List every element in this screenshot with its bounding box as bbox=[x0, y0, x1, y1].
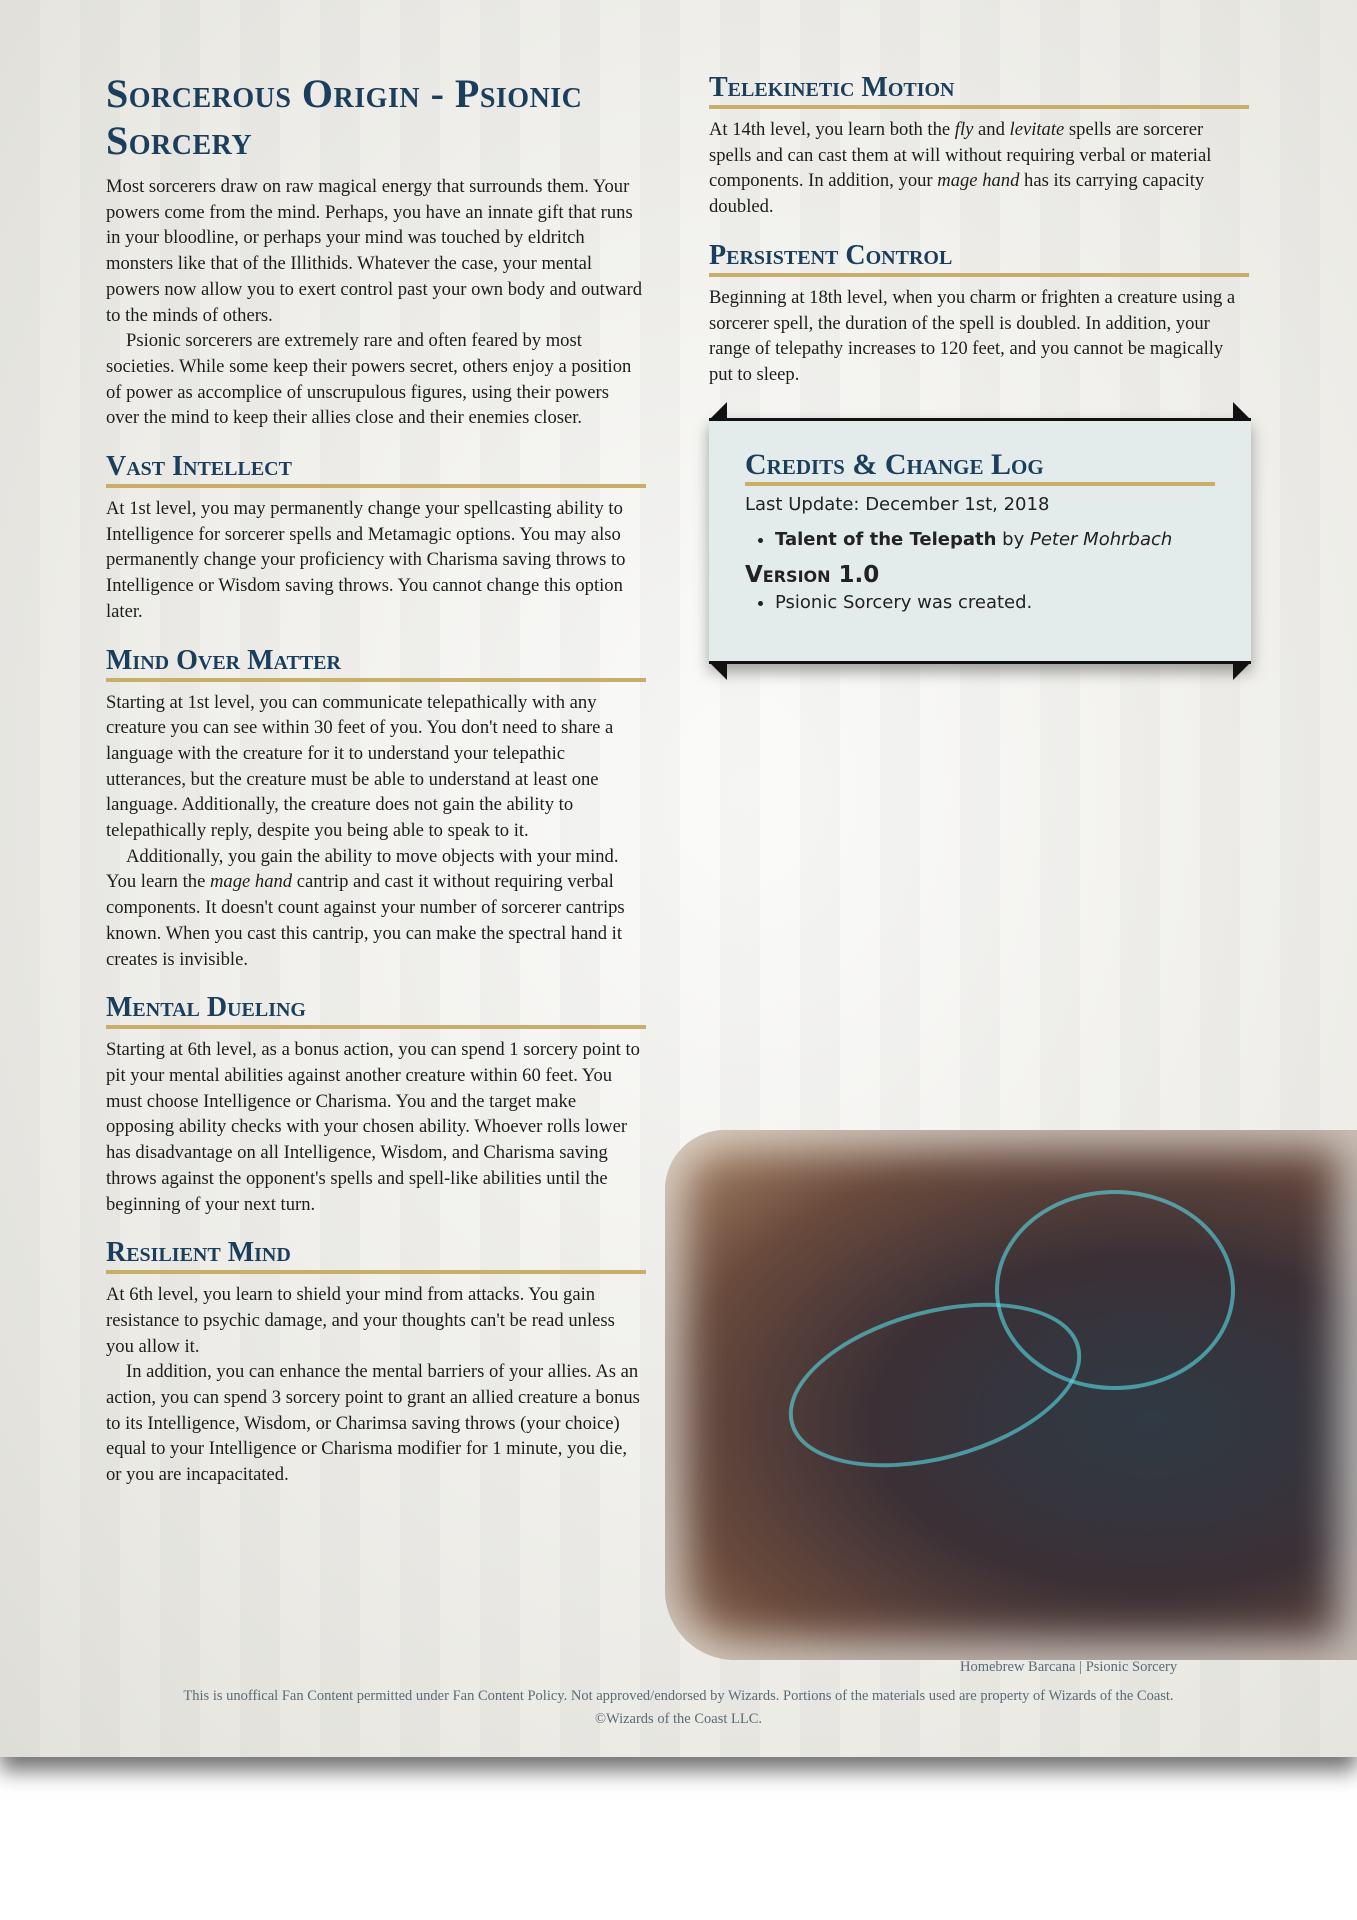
text: has its carrying capacity doubled. bbox=[709, 170, 1205, 218]
paragraph: In addition, you can enhance the mental barriers of your allies. As an action, you can spend 3 sorcery point to grant an allied creature a bonus to its Intelligence, Wisdom, or Charimsa saving throws (your choice) equal to your Intelligence or Charisma modifier for 1 minute, you die, or you are incapacitated. bbox=[106, 1361, 640, 1486]
paragraph: Starting at 6th level, as a bonus action, you can spend 1 sorcery point to pit your mental abilities against another creature within 60 feet. You must choose Intelligence or Charisma. You and the target make opposing ability checks with your chosen ability. Whoever rolls lower has disadvantage on all Intelligence, Wisdom, and Charisma saving throws against the opponent's spells and spell-like abilities until the beginning of your next turn. bbox=[106, 1039, 640, 1215]
by-text: by bbox=[996, 529, 1030, 550]
credits-title: Credits & Change Log bbox=[745, 449, 1215, 486]
text: At 14th level, you learn both the bbox=[709, 119, 955, 140]
last-update: Last Update: December 1st, 2018 bbox=[745, 494, 1050, 515]
left-column bbox=[106, 70, 646, 1488]
text: spells are sorcerer spells and can cast them at will without requiring verbal or material components. In addition, your bbox=[709, 119, 1212, 192]
right-column bbox=[709, 48, 1249, 388]
text: Additionally, you gain the ability to move objects with your mind. You learn the bbox=[106, 845, 619, 893]
intro-paragraph: Psionic sorcerers are extremely rare and often feared by most societies. While some keep their powers secret, others enjoy a position of power as accomplice of unscrupulous figures, using their powers over the mind to keep their allies close and their enemies closer. bbox=[106, 330, 632, 429]
heading-persistent-control: Persistent Control bbox=[709, 240, 1249, 277]
box-corner bbox=[1233, 662, 1251, 680]
page-footer-label: Homebrew Barcana | Psionic Sorcery bbox=[960, 1659, 1178, 1675]
box-corner bbox=[1233, 402, 1251, 420]
illustration-psionic-sorcerer bbox=[665, 1130, 1357, 1660]
text: and bbox=[973, 119, 1010, 140]
paragraph: At 6th level, you learn to shield your mind from attacks. You gain resistance to psychic damage, and your thoughts can't be read unless you allow it. bbox=[106, 1284, 615, 1357]
box-corner bbox=[709, 662, 727, 680]
heading-mind-over-matter: Mind Over Matter bbox=[106, 645, 646, 682]
page-title: Sorcerous Origin - Psionic Sorcery bbox=[106, 71, 583, 163]
author: Peter Mohrbach bbox=[1029, 529, 1173, 550]
heading-vast-intellect: Vast Intellect bbox=[106, 451, 646, 488]
spell-name: fly bbox=[954, 119, 974, 140]
text: cantrip and cast it without requiring verbal components. It doesn't count against your number of sorcerer cantrips known. When you cast this cantrip, you can make the spectral hand it creates is invisible. bbox=[106, 871, 625, 970]
spell-name: mage hand bbox=[937, 170, 1020, 192]
intro-paragraph: Most sorcerers draw on raw magical energy that surrounds them. Your powers come from the mind. Perhaps, you have an innate gift that runs in your bloodline, or perhaps your mind was touched by eldritch monsters like that of the Illithids. Whatever the case, your mental powers now allow you to exert control past your own body and outward to the minds of others. bbox=[106, 176, 643, 326]
change-item: • Psionic Sorcery was created. bbox=[775, 592, 1215, 613]
heading-telekinetic-motion: Telekinetic Motion bbox=[709, 72, 1249, 109]
heading-mental-dueling: Mental Dueling bbox=[106, 992, 646, 1029]
version-heading: Version 1.0 bbox=[745, 562, 880, 588]
work-title: Talent of the Telepath bbox=[775, 529, 997, 550]
credits-box bbox=[709, 418, 1251, 664]
spell-name: mage hand bbox=[209, 871, 293, 893]
paragraph bbox=[106, 844, 646, 973]
box-corner bbox=[709, 402, 727, 420]
paragraph: Beginning at 18th level, when you charm or frighten a creature using a sorcerer spell, the duration of the spell is doubled. In addition, your range of telepathy increases to 120 feet, and you cannot be magically put to sleep. bbox=[709, 286, 1236, 385]
paragraph: Starting at 1st level, you can communicate telepathically with any creature you can see within 30 feet of you. You don't need to share a language with the creature for it to understand your telepathic utterances, but the creature must be able to understand at least one language. Additionally, the creature does not gain the ability to telepathically reply, despite you being able to speak to it. bbox=[106, 691, 614, 842]
spell-name: levitate bbox=[1009, 119, 1065, 140]
legal-notice: This is unoffical Fan Content permitted under Fan Content Policy. Not approved/endorsed by Wizards. Portions of the materials used are property of Wizards of the Coast. bbox=[183, 1688, 1174, 1704]
paragraph bbox=[709, 117, 1249, 220]
credit-item bbox=[775, 529, 1215, 550]
copyright: ©Wizards of the Coast LLC. bbox=[594, 1711, 763, 1727]
paragraph: At 1st level, you may permanently change your spellcasting ability to Intelligence for sorcerer spells and Metamagic options. You may also permanently change your proficiency with Charisma saving throws to Intelligence or Wisdom saving throws. You cannot change this option later. bbox=[106, 498, 626, 622]
heading-resilient-mind: Resilient Mind bbox=[106, 1237, 646, 1274]
